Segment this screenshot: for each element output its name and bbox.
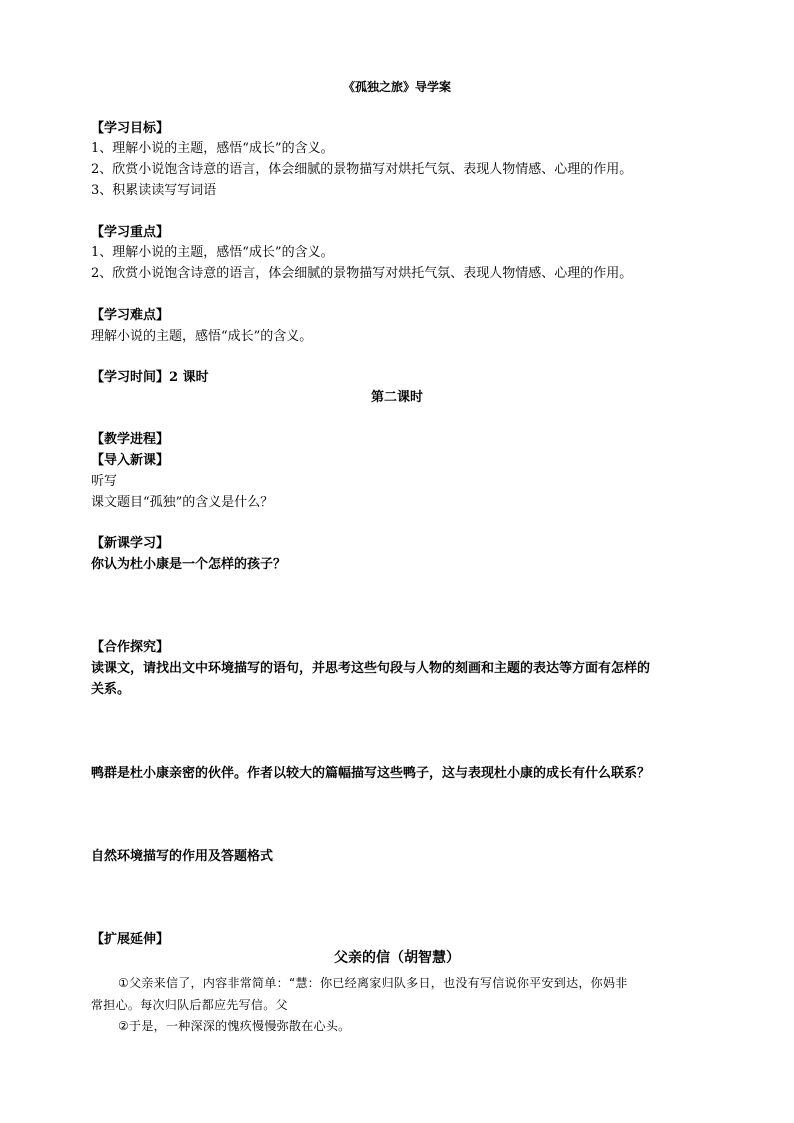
intro-item: 听写 <box>91 474 118 489</box>
key-points-heading: 【学习重点】 <box>91 225 170 240</box>
article-paragraph-2: ②于是，一种深深的愧疚慢慢弥散在心头。 <box>118 1019 351 1033</box>
new-lesson-heading: 【新课学习】 <box>91 536 170 551</box>
doc-title: 《孤独之旅》导学案 <box>342 80 451 94</box>
intro-item: 课文题目“孤独”的含义是什么？ <box>91 495 274 510</box>
difficulty-text: 理解小说的主题，感悟“成长”的含义。 <box>91 329 313 344</box>
new-lesson-question: 你认为杜小康是一个怎样的孩子？ <box>91 557 287 572</box>
article-title: 父亲的信（胡智慧） <box>334 950 460 966</box>
goals-heading: 【学习目标】 <box>91 121 170 136</box>
lesson-title: 第二课时 <box>370 390 423 405</box>
goal-item: 2、欣赏小说饱含诗意的语言，体会细腻的景物描写对烘托气氛、表现人物情感、心理的作用。 <box>91 162 633 177</box>
intro-heading: 【导入新课】 <box>91 453 170 468</box>
article-paragraph-1-cont: 常担心。每次归队后都应先写信。父 <box>91 998 288 1012</box>
cooperate-question-1: 读课文，请找出文中环境描写的语句，并思考这些句段与人物的刻画和主题的表达等方面有怎样的 <box>91 661 651 676</box>
cooperate-question-1-cont: 关系。 <box>91 682 131 697</box>
difficulty-heading: 【学习难点】 <box>91 308 170 323</box>
goal-item: 3、积累读读写写词语 <box>91 183 217 198</box>
key-point-item: 2、欣赏小说饱含诗意的语言，体会细腻的景物描写对烘托气氛、表现人物情感、心理的作用。 <box>91 266 633 281</box>
article-paragraph-1: ①父亲来信了，内容非常简单：“慧：你已经离家归队多日，也没有写信说你平安到达，你妈非 <box>118 976 628 990</box>
study-time: 【学习时间】2 课时 <box>91 370 209 385</box>
extend-heading: 【扩展延伸】 <box>91 932 170 947</box>
goal-item: 1、理解小说的主题，感悟“成长”的含义。 <box>91 141 334 156</box>
cooperate-question-2: 鸭群是杜小康亲密的伙伴。作者以较大的篇幅描写这些鸭子，这与表现杜小康的成长有什么联系？ <box>91 766 651 781</box>
process-heading: 【教学进程】 <box>91 432 170 447</box>
key-point-item: 1、理解小说的主题，感悟“成长”的含义。 <box>91 245 334 260</box>
cooperate-question-3: 自然环境描写的作用及答题格式 <box>91 849 274 864</box>
cooperate-heading: 【合作探究】 <box>91 640 170 655</box>
